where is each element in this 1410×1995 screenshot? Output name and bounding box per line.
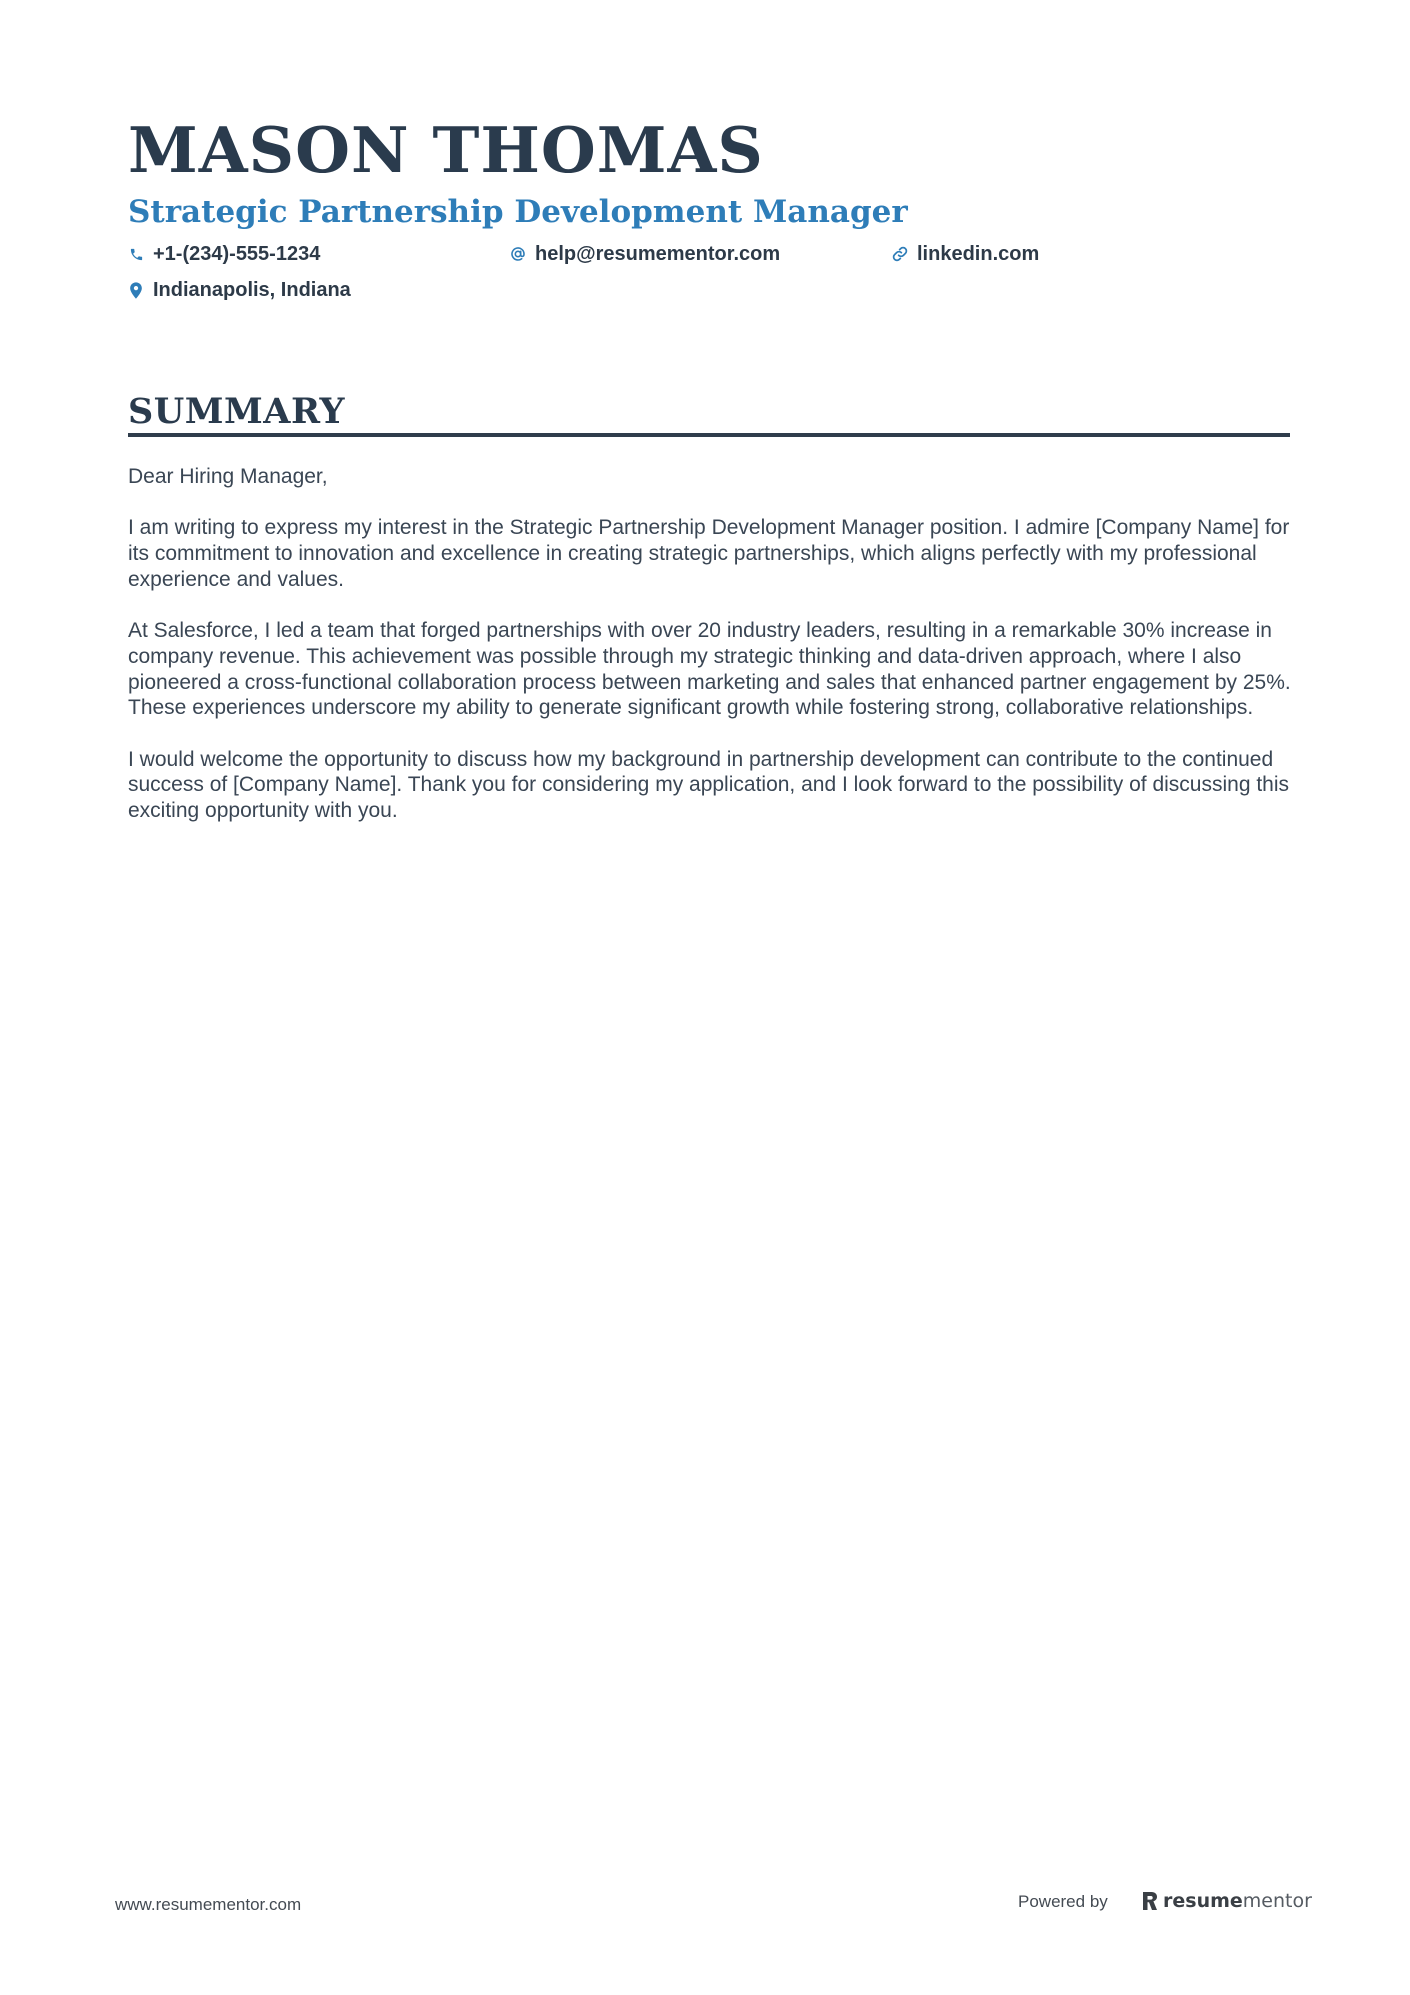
body-paragraph: I would welcome the opportunity to discuss how my background in partnership development can contribute to the continued success of [Company Name]. Thank you for considering my application, and I look forward to the possibility of discussing this exciting opportunity with you.	[128, 747, 1290, 823]
contact-phone	[128, 239, 320, 269]
email-address: help@resumementor.com	[535, 242, 781, 265]
linkedin-link[interactable]: linkedin.com	[917, 242, 1040, 265]
at-sign-icon	[510, 245, 526, 263]
contact-linkedin	[892, 239, 1039, 269]
summary-body	[128, 464, 1298, 849]
brand-word-light: mentor	[1242, 1890, 1312, 1912]
map-pin-icon	[128, 281, 144, 299]
contact-location	[128, 275, 351, 305]
brand-logo[interactable]	[1141, 1888, 1312, 1914]
phone-icon	[128, 245, 144, 263]
section-divider	[128, 433, 1290, 437]
link-icon	[892, 245, 908, 263]
body-paragraph: I am writing to express my interest in the Strategic Partnership Development Manager position. I admire [Company Name] for its commitment to innovation and excellence in creating strategic partnerships, which aligns perfectly with my professional experience and values.	[128, 516, 1290, 591]
phone-number: +1-(234)-555-1234	[153, 242, 321, 265]
contact-email	[510, 239, 780, 269]
footer-website-link[interactable]: www.resumementor.com	[115, 1895, 302, 1914]
location-text: Indianapolis, Indiana	[153, 278, 351, 301]
salutation: Dear Hiring Manager,	[128, 465, 328, 488]
job-title: Strategic Partnership Development Manager	[128, 194, 908, 230]
powered-by-label: Powered by	[1018, 1892, 1108, 1911]
brand-word-bold: resume	[1163, 1890, 1243, 1912]
summary-heading: SUMMARY	[128, 391, 345, 432]
candidate-name: MASON THOMAS	[128, 113, 764, 187]
body-paragraph: At Salesforce, I led a team that forged partnerships with over 20 industry leaders, resulting in a remarkable 30% increase in company revenue. This achievement was possible through my strategic thinking and data-driven approach, where I also pioneered a cross-functional collaboration process between marketing and sales that enhanced partner engagement by 25%. These experiences underscore my ability to generate significant growth while fostering strong, collaborative relationships.	[128, 619, 1291, 720]
resumementor-logo-icon	[1141, 1890, 1159, 1912]
brand-wordmark	[1163, 1888, 1312, 1914]
